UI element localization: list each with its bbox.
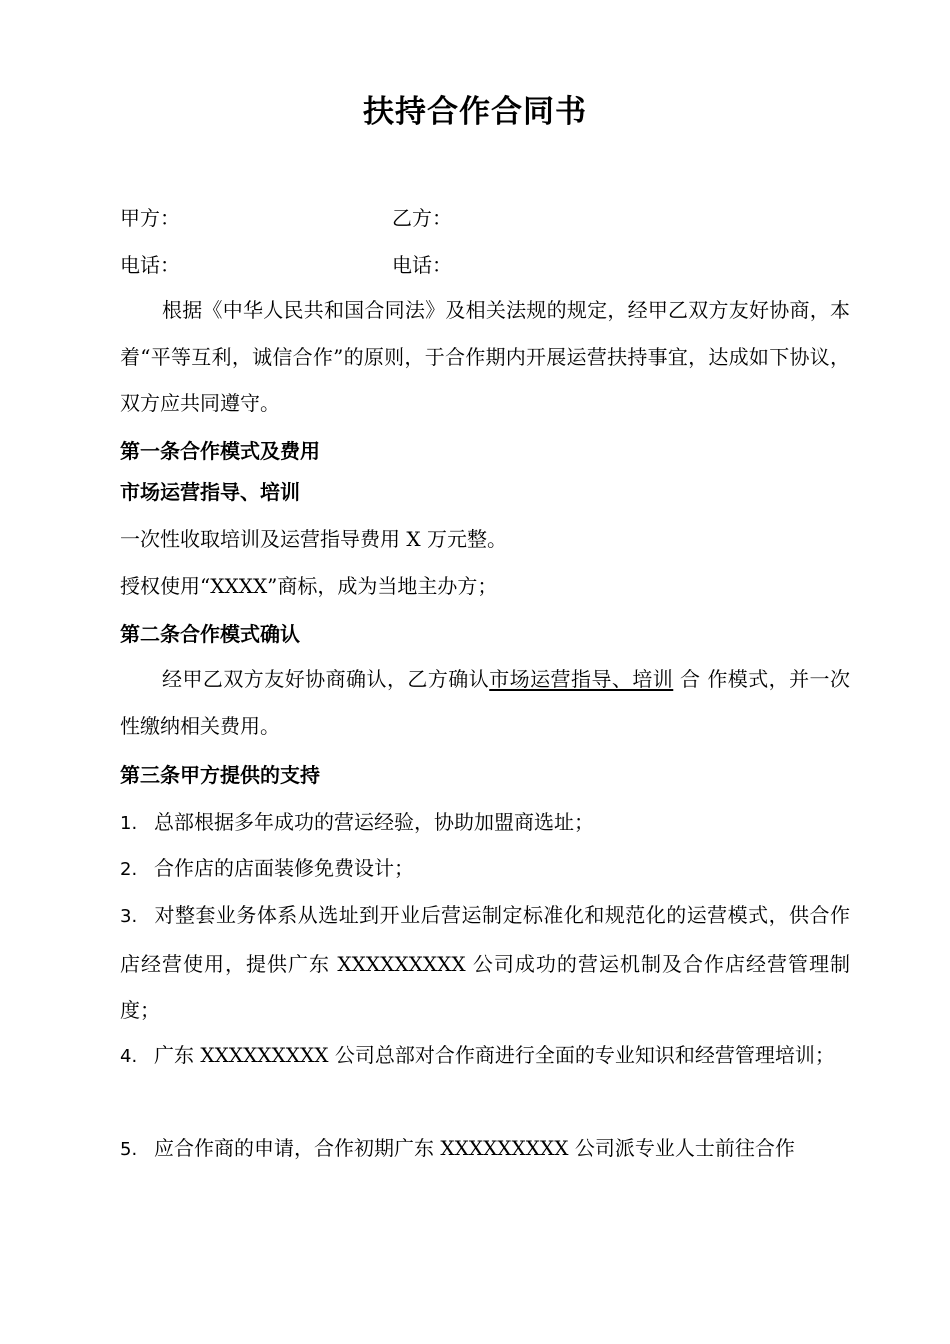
list-item — [120, 1032, 850, 1081]
list-item-text: 广东 XXXXXXXXX 公司总部对合作商进行全面的专业知识和经营管理培训； — [154, 1043, 835, 1067]
article1-trademark-line: 授权使用“XXXX”商标，成为当地主办方； — [120, 574, 498, 598]
list-item-text: 应合作商的申请，合作初期广东 XXXXXXXXX 公司派专业人士前往合作 — [154, 1136, 795, 1160]
list-item — [120, 892, 850, 1034]
article2-text-after: 合 作模式，并一次性缴纳相关费用。 — [120, 667, 851, 738]
phone-b-label: 电话： — [392, 253, 452, 277]
list-item — [120, 845, 850, 894]
list-item-number: 4. — [120, 1046, 138, 1067]
party-b-label: 乙方： — [392, 206, 452, 230]
document-title: 扶持合作合同书 — [363, 94, 587, 130]
article1-heading: 第一条合作模式及费用 — [120, 439, 320, 463]
list-item-text: 对整套业务体系从选址到开业后营运制定标准化和规范化的运营模式，供合作店经营使用，提供广东 XXXXXXXXX 公司成功的营运机制及合作店经营管理制度； — [120, 903, 850, 1022]
list-item — [120, 799, 850, 848]
party-a-label: 甲方： — [120, 206, 180, 230]
phone-a-label: 电话： — [120, 253, 180, 277]
article2-underlined-mode: 市场运营指导、培训 — [489, 667, 674, 691]
list-item — [120, 1125, 850, 1174]
list-item-number: 3. — [120, 906, 138, 927]
list-item-text: 合作店的店面装修免费设计； — [154, 856, 414, 880]
article1-subheading: 市场运营指导、培训 — [120, 480, 300, 504]
list-item-number: 2. — [120, 859, 138, 880]
intro-paragraph: 根据《中华人民共和国合同法》及相关法规的规定，经甲乙双方友好协商，本着“平等互利，诚信合作”的原则，于合作期内开展运营扶持事宜，达成如下协议，双方应共同遵守。 — [120, 298, 850, 415]
article3-heading: 第三条甲方提供的支持 — [120, 763, 320, 787]
article2-heading: 第二条合作模式确认 — [120, 622, 300, 646]
article1-fee-line: 一次性收取培训及运营指导费用 X 万元整。 — [120, 527, 507, 551]
list-item-number: 1. — [120, 813, 138, 834]
article2-paragraph — [120, 656, 850, 749]
article2-text-before: 经甲乙双方友好协商确认，乙方确认 — [162, 667, 490, 691]
list-item-number: 5. — [120, 1139, 138, 1160]
list-item-text: 总部根据多年成功的营运经验，协助加盟商选址； — [154, 810, 594, 834]
